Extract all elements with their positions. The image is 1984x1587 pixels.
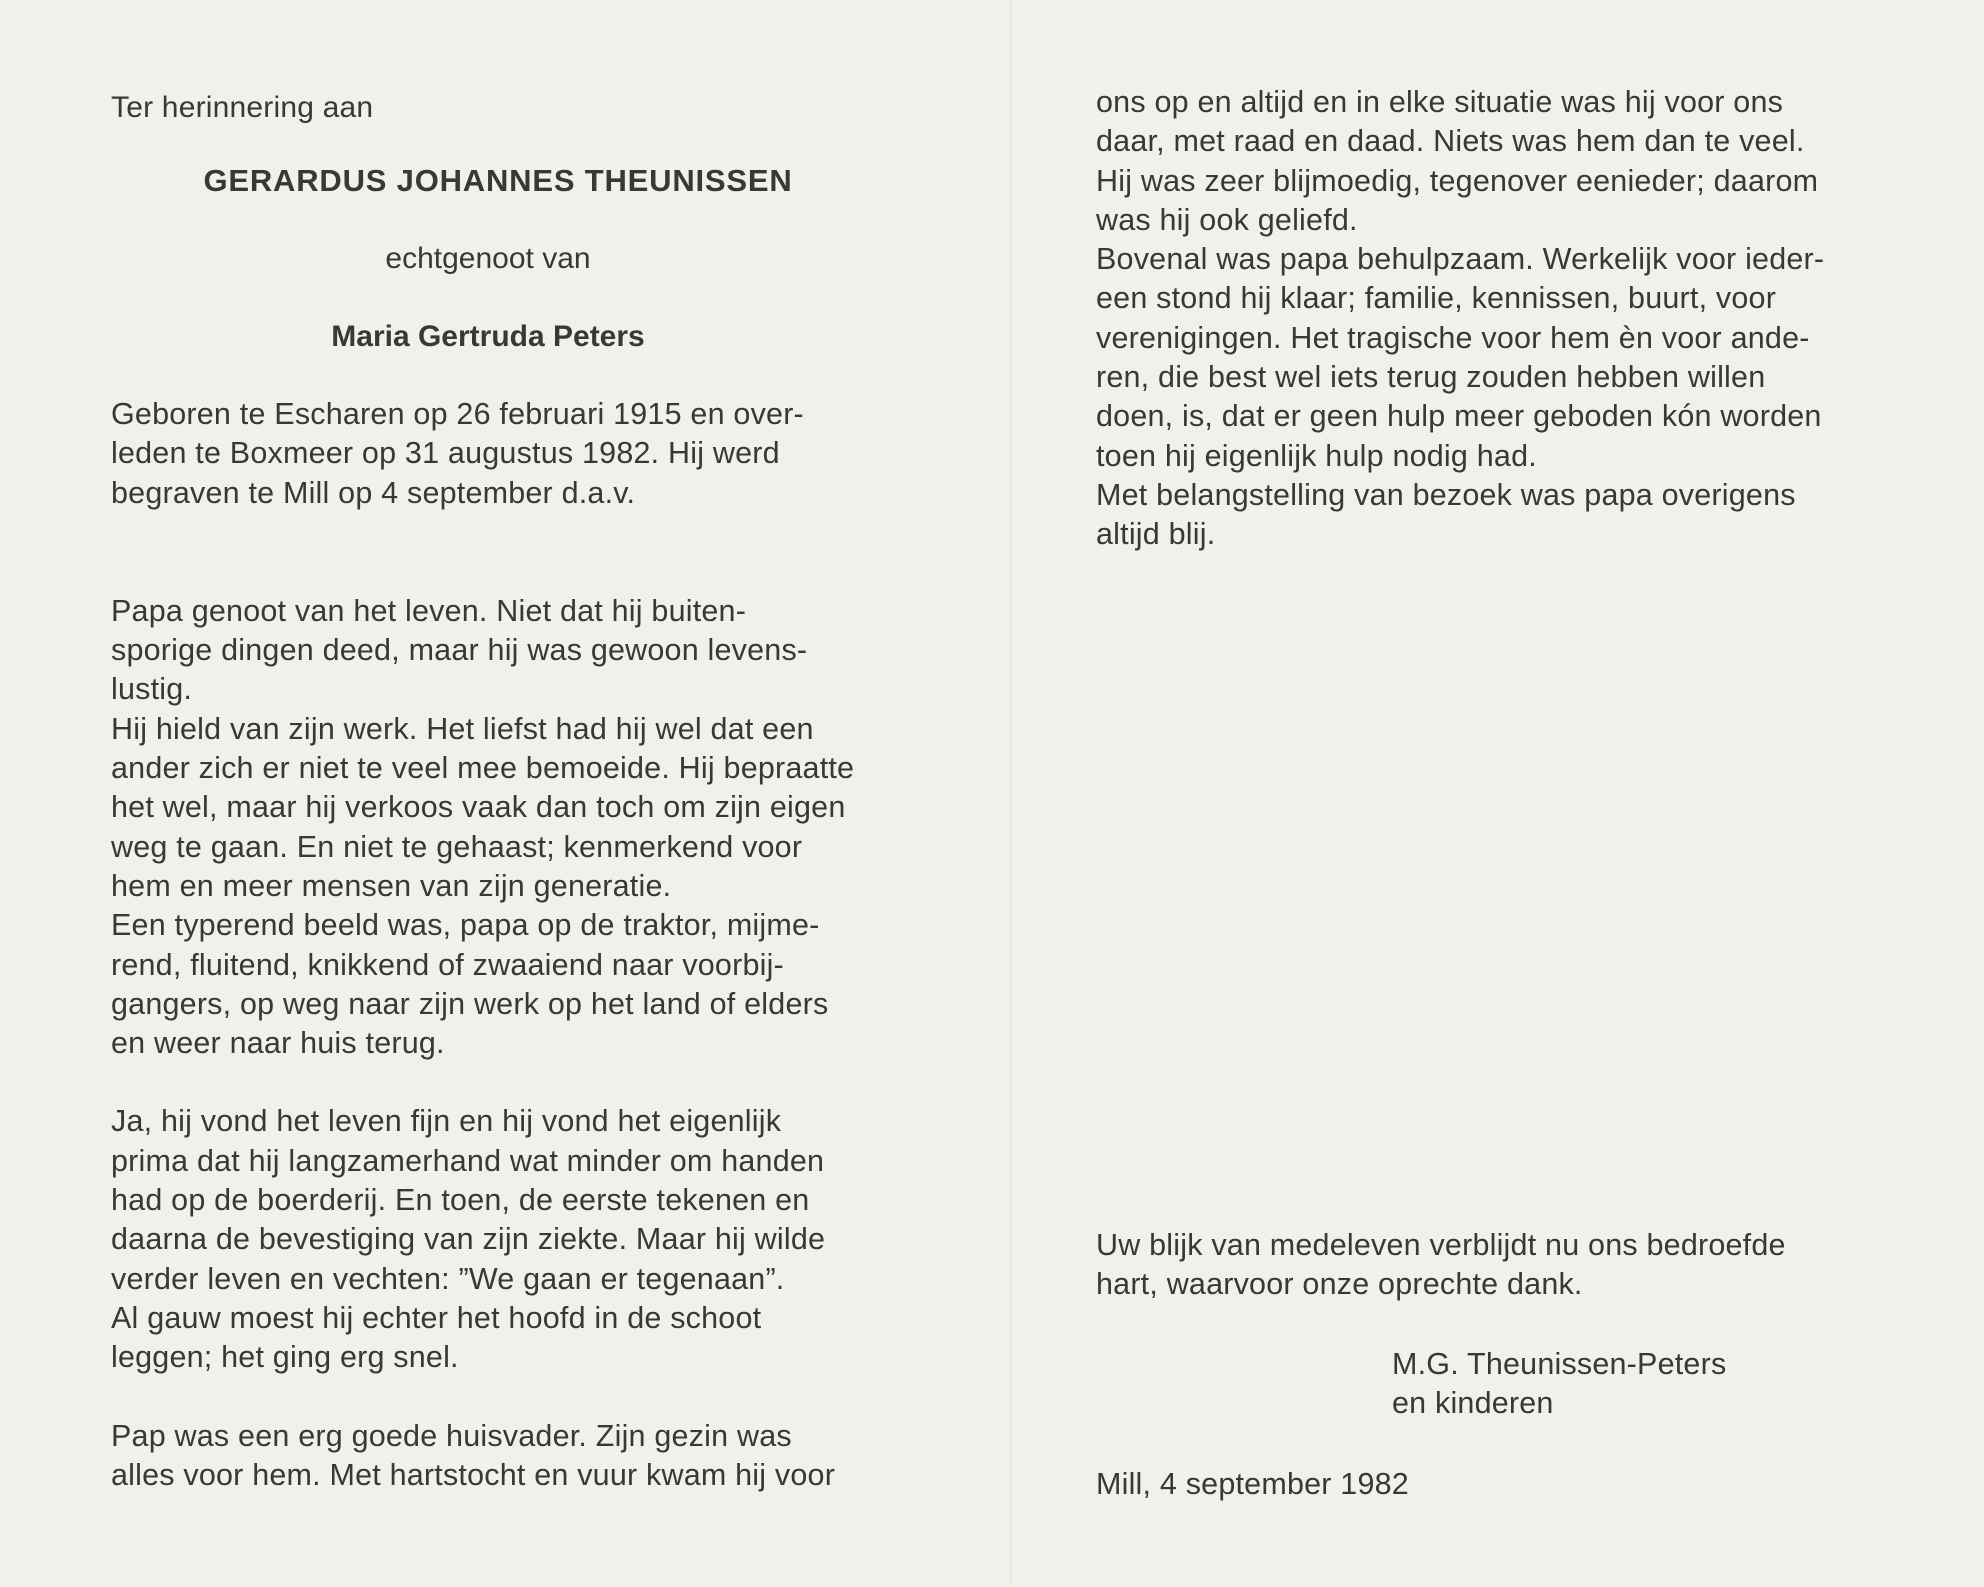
text-line: Geboren te Escharen op 26 februari 1915 en over-: [111, 397, 804, 431]
text-line: doen, is, dat er geen hulp meer geboden kón worden: [1096, 399, 1822, 434]
text-line: alles voor hem. Met hartstocht en vuur kwam hij voor: [111, 1457, 836, 1492]
text-line: sporige dingen deed, maar hij was gewoon levens-: [111, 633, 808, 668]
text-line: Bovenal was papa behulpzaam. Werkelijk voor ieder-: [1096, 242, 1825, 277]
gratitude-paragraph: [1096, 1226, 1786, 1305]
text-line: had op de boerderij. En toen, de eerste tekenen en: [111, 1183, 810, 1218]
text-line: Een typerend beeld was, papa op de traktor, mijme-: [111, 908, 820, 943]
text-line: Met belangstelling van bezoek was papa overigens: [1096, 477, 1796, 512]
text-line: Hij hield van zijn werk. Het liefst had hij wel dat een: [111, 711, 814, 746]
text-line: Al gauw moest hij echter het hoofd in de schoot: [111, 1300, 762, 1335]
illness-paragraph: [111, 1102, 905, 1377]
signature-family: en kinderen: [1392, 1386, 1554, 1421]
text-line: toen hij eigenlijk hulp nodig had.: [1096, 438, 1537, 473]
spouse-label: echtgenoot van: [385, 242, 591, 275]
text-line: het wel, maar hij verkoos vaak dan toch om zijn eigen: [111, 790, 846, 825]
family-paragraph-continued: [1096, 83, 1888, 555]
text-line: begraven te Mill op 4 september d.a.v.: [111, 475, 636, 510]
spouse-name: Maria Gertruda Peters: [331, 320, 645, 353]
text-line: verenigingen. Het tragische voor hem èn voor ande-: [1096, 320, 1810, 355]
life-paragraph: [111, 592, 905, 1064]
text-line: ren, die best wel iets terug zouden hebben willen: [1096, 360, 1766, 395]
text-line: verder leven en vechten: ”We gaan er tegenaan”.: [111, 1261, 785, 1296]
text-line: en weer naar huis terug.: [111, 1026, 445, 1061]
right-page: [1096, 85, 1888, 1501]
text-line: ander zich er niet te veel mee bemoeide. Hij bepraatte: [111, 751, 855, 786]
birth-death-paragraph: [111, 395, 905, 513]
text-line: ons op en altijd en in elke situatie was hij voor ons: [1096, 85, 1784, 119]
left-page: [111, 88, 905, 1495]
text-line: hem en meer mensen van zijn generatie.: [111, 868, 672, 903]
text-line: Ja, hij vond het leven fijn en hij vond het eigenlijk: [111, 1104, 782, 1139]
text-line: altijd blij.: [1096, 517, 1216, 552]
card-fold-line: [1010, 0, 1011, 1587]
text-line: leden te Boxmeer op 31 augustus 1982. Hij werd: [111, 436, 780, 471]
text-line: lustig.: [111, 672, 193, 707]
text-line: hart, waarvoor onze oprechte dank.: [1096, 1267, 1583, 1302]
text-line: weg te gaan. En niet te gehaast; kenmerkend voor: [111, 829, 803, 864]
signature-block: [1392, 1345, 1726, 1424]
text-line: Pap was een erg goede huisvader. Zijn gezin was: [111, 1418, 792, 1453]
family-paragraph: [111, 1417, 905, 1496]
text-line: Papa genoot van het leven. Niet dat hij buiten-: [111, 593, 747, 628]
deceased-name: GERARDUS JOHANNES THEUNISSEN: [203, 163, 793, 198]
signature-name: M.G. Theunissen-Peters: [1392, 1347, 1727, 1381]
text-line: daar, met raad en daad. Niets was hem dan te veel.: [1096, 124, 1805, 159]
text-line: Hij was zeer blijmoedig, tegenover eenieder; daarom: [1096, 163, 1819, 198]
text-line: een stond hij klaar; familie, kennissen, buurt, voor: [1096, 281, 1777, 316]
text-line: rend, fluitend, knikkend of zwaaiend naar voorbij-: [111, 947, 784, 982]
text-line: gangers, op weg naar zijn werk op het land of elders: [111, 986, 829, 1021]
text-line: Uw blijk van medeleven verblijdt nu ons bedroefde: [1096, 1228, 1786, 1262]
place-date: [1096, 1465, 1409, 1504]
place-date-text: Mill, 4 september 1982: [1096, 1467, 1409, 1501]
text-line: prima dat hij langzamerhand wat minder om handen: [111, 1143, 825, 1178]
text-line: daarna de bevestiging van zijn ziekte. Maar hij wilde: [111, 1222, 826, 1257]
text-line: was hij ook geliefd.: [1096, 202, 1358, 237]
text-line: leggen; het ging erg snel.: [111, 1340, 459, 1375]
intro-text: Ter herinnering aan: [111, 91, 374, 124]
